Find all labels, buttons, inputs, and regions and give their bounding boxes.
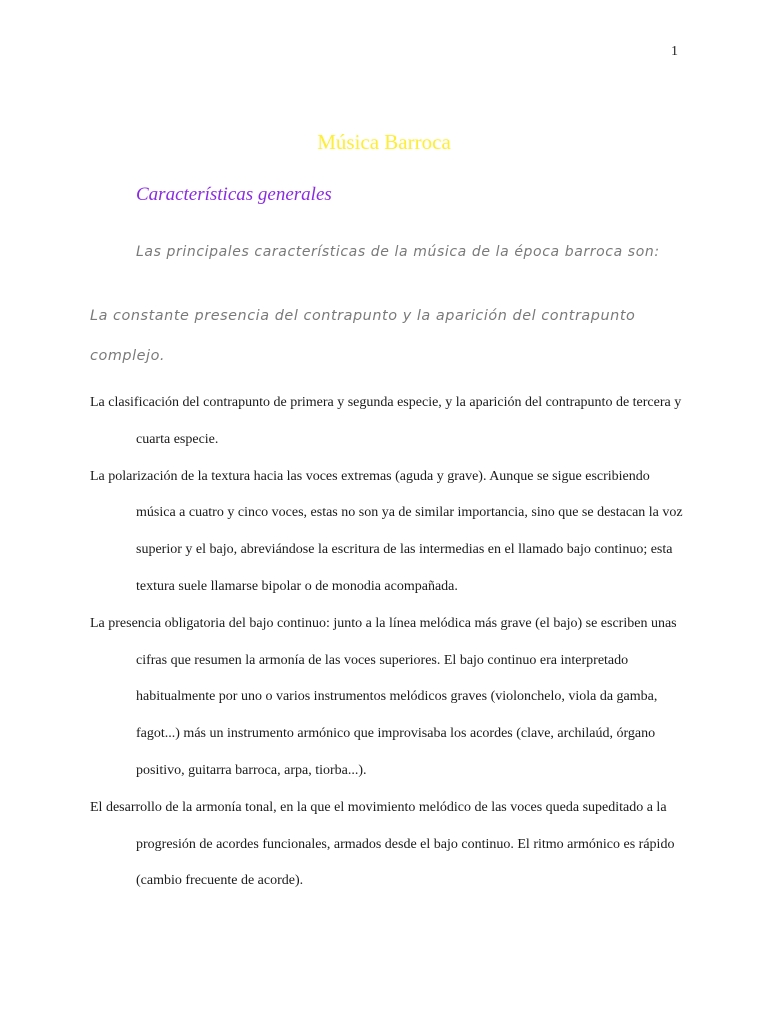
intro-paragraph: Las principales características de la música de la época barroca son: bbox=[136, 244, 660, 260]
list-item: La presencia obligatoria del bajo continuo: junto a la línea melódica más grave (el bajo) se escriben unas cifras que resumen la armonía de las voces superiores. El bajo continuo era interpretado habitualmente por uno o varios instrumentos melódicos graves (violonchelo, viola da gamba, fagot...) más un instrumento armónico que improvisaba los acordes (clave, archilaúd, órgano positivo, guitarra barroca, arpa, tiorba...). bbox=[90, 615, 677, 778]
section-heading: Características generales bbox=[136, 184, 332, 205]
document-title: Música Barroca bbox=[317, 130, 451, 154]
list-item: La polarización de la textura hacia las voces extremas (aguda y grave). Aunque se sigue escribiendo música a cuatro y cinco voces, estas no son ya de similar importancia, sino que se destacan la voz superior y el bajo, abreviándose la escritura de las intermedias en el llamado bajo continuo; esta textura suele llamarse bipolar o de monodia acompañada. bbox=[90, 468, 683, 594]
list-item: La clasificación del contrapunto de primera y segunda especie, y la aparición del contrapunto de tercera y cuarta especie. bbox=[90, 395, 682, 447]
list-item: El desarrollo de la armonía tonal, en la que el movimiento melódico de las voces queda supeditado a la progresión de acordes funcionales, armados desde el bajo continuo. El ritmo armónico es rápido (cambio frecuente de acorde). bbox=[90, 799, 675, 889]
page-number: 1 bbox=[671, 44, 678, 59]
highlight-paragraph: La constante presencia del contrapunto y la aparición del contrapunto complejo. bbox=[90, 308, 636, 364]
characteristics-list bbox=[90, 385, 690, 900]
